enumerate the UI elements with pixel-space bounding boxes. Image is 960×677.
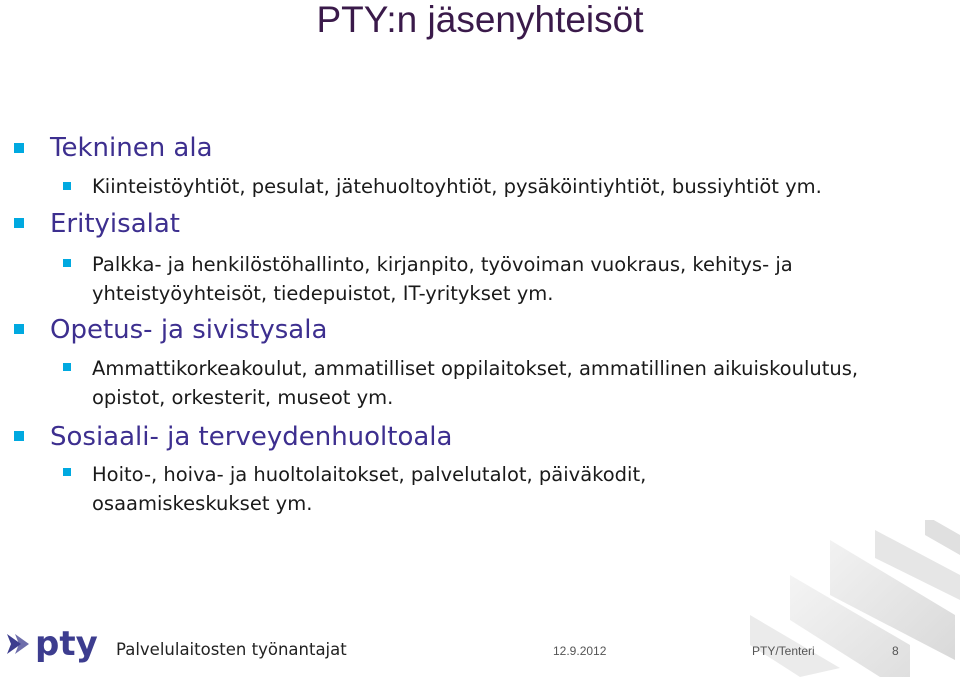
section-heading-tekninen: Tekninen ala: [50, 133, 213, 163]
sub-bullet-icon: [63, 468, 71, 476]
sub-bullet-icon: [63, 182, 71, 190]
logo-text: pty: [35, 626, 98, 664]
footer-organization: Palvelulaitosten työnantajat: [116, 640, 347, 659]
sub-bullet-icon: [63, 363, 71, 371]
footer-date: 12.9.2012: [553, 644, 607, 658]
bullet-icon: [14, 143, 24, 153]
slide-title: PTY:n jäsenyhteisöt: [316, 0, 644, 40]
section-heading-sosiaali: Sosiaali- ja terveydenhuoltoala: [50, 422, 453, 452]
section-heading-erityisalat: Erityisalat: [50, 209, 180, 239]
bullet-icon: [14, 324, 24, 334]
section-item-tekninen: Kiinteistöyhtiöt, pesulat, jätehuoltoyhtiöt, pysäköintiyhtiöt, bussiyhtiöt ym.: [92, 175, 822, 198]
section-heading-opetus: Opetus- ja sivistysala: [50, 315, 328, 345]
sub-bullet-icon: [63, 259, 71, 267]
bullet-icon: [14, 431, 24, 441]
section-item-sosiaali: Hoito-, hoiva- ja huoltolaitokset, palvelutalot, päiväkodit, osaamiskeskukset ym.: [92, 463, 647, 515]
section-item-opetus: Ammattikorkeakoulut, ammatilliset oppilaitokset, ammatillinen aikuiskoulutus, opistot, orkesterit, museot ym.: [92, 357, 859, 409]
footer-author: PTY/Tenteri: [752, 644, 815, 658]
bullet-icon: [14, 218, 24, 228]
decorative-swoosh-icon: [680, 520, 960, 677]
pty-logo-icon: [5, 626, 115, 664]
footer-page-number: 8: [892, 644, 899, 658]
section-item-erityisalat: Palkka- ja henkilöstöhallinto, kirjanpito, työvoiman vuokraus, kehitys- ja yhteistyöyhteisöt, tiedepuistot, IT-yritykset ym.: [92, 253, 793, 305]
